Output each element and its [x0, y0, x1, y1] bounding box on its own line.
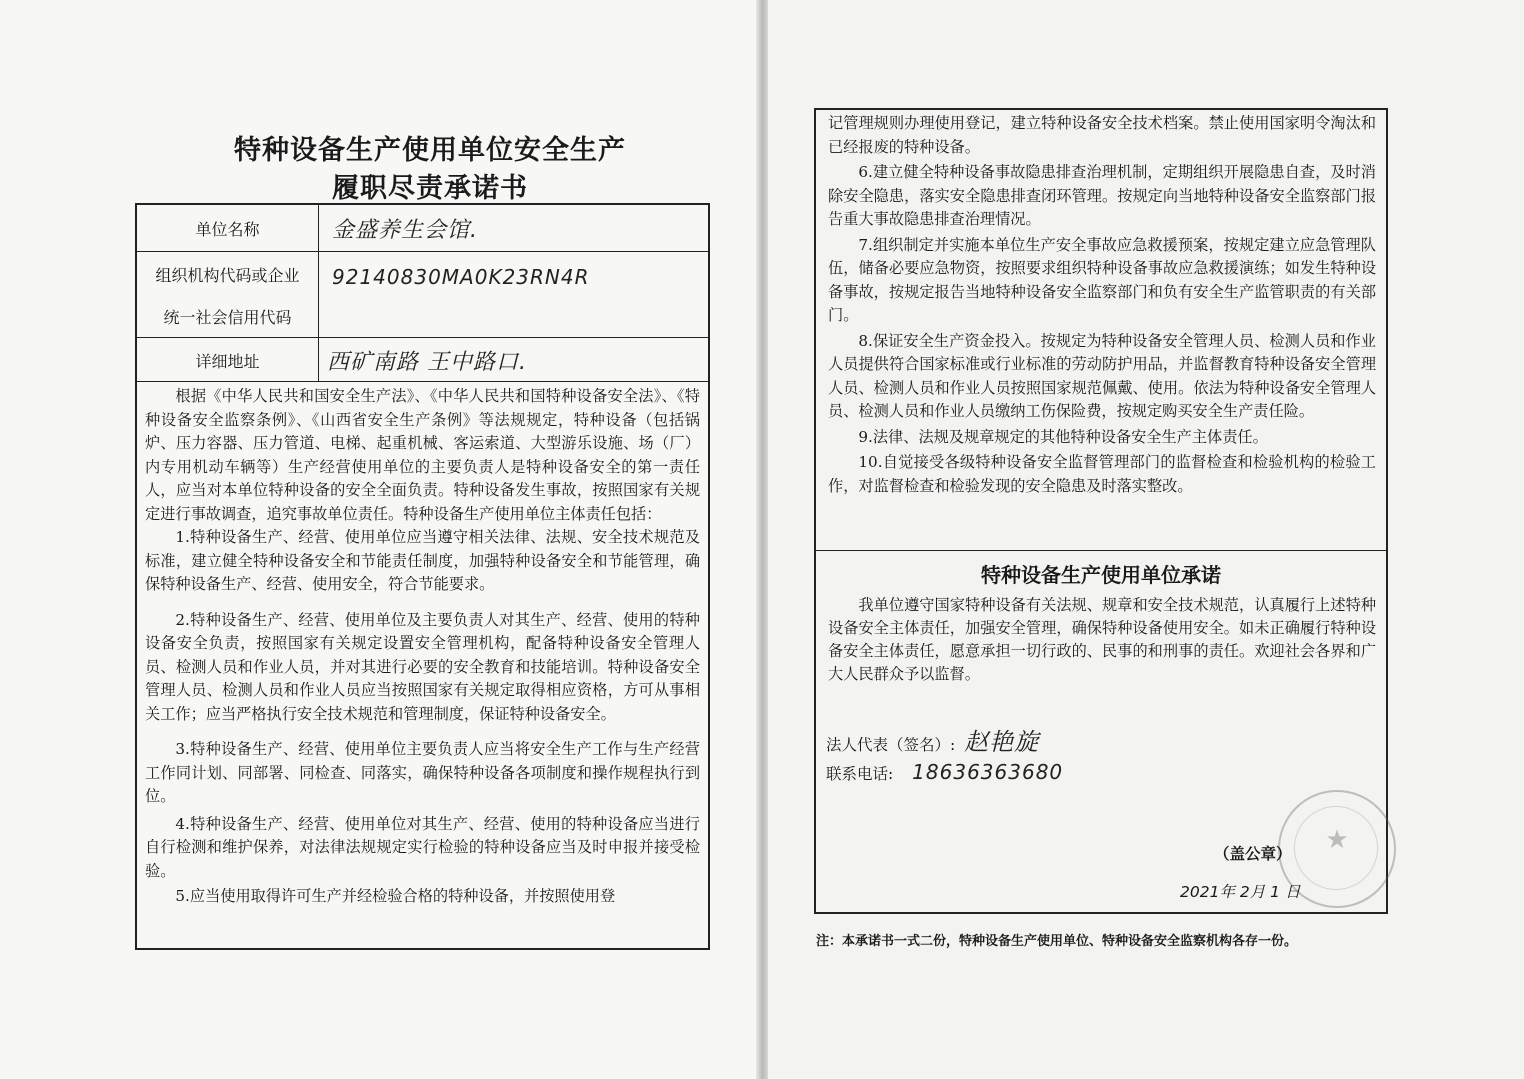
- unit-name-row: [137, 205, 708, 252]
- pledge-title: 特种设备生产使用单位承诺: [981, 563, 1221, 587]
- org-code-row: [137, 251, 708, 338]
- address-value: 西矿南路 王中路口.: [327, 350, 527, 375]
- clause-2: 2.特种设备生产、经营、使用单位及主要负责人对其生产、经营、使用的特种设备安全负责，按照国家有关规定设置安全管理机构，配备特种设备安全管理人员、检测人员和作业人员，并对其进行必要的安全教育和技能培训。特种设备安全管理人员、检测人员和作业人员应当按照国家有关规定取得相应资格，方可从事相关工作；应当严格执行安全技术规范和管理制度，保证特种设备安全。: [145, 610, 700, 723]
- clause-9: 9.法律、法规及规章规定的其他特种设备安全生产主体责任。: [858, 427, 1268, 446]
- phone-label: 联系电话:: [826, 765, 894, 783]
- footnote: 注：本承诺书一式二份，特种设备生产使用单位、特种设备安全监察机构各存一份。: [816, 934, 1298, 949]
- phone-value: 18636363680: [912, 760, 1064, 784]
- unit-name-label-cell: [137, 205, 319, 251]
- clause-10: 10.自觉接受各级特种设备安全监督管理部门的监督检查和检验机构的检验工作，对监督检查和检验发现的安全隐患及时落实整改。: [828, 453, 1376, 495]
- clause-4: 4.特种设备生产、经营、使用单位对其生产、经营、使用的特种设备应当进行自行检测和维护保养，对法律法规规定实行检验的特种设备应当及时申报并接受检验。: [145, 814, 700, 880]
- signing-date: 2021年 2月 1 日: [1180, 883, 1301, 901]
- clause-1: 1.特种设备生产、经营、使用单位应当遵守相关法律、法规、安全技术规范及标准，建立健全特种设备安全和节能责任制度，加强特种设备安全和节能管理，确保特种设备生产、经营、使用安全，符合节能要求。: [145, 528, 700, 593]
- continued-clauses: [828, 112, 1376, 498]
- clause-5-continued: 记管理规则办理使用登记，建立特种设备安全技术档案。禁止使用国家明令淘汰和已经报废的特种设备。: [828, 114, 1376, 156]
- representative-label: 法人代表（签名）:: [826, 736, 956, 754]
- clause-7: 7.组织制定并实施本单位生产安全事故应急救援预案，按规定建立应急管理队伍，储备必要应急物资，按照要求组织特种设备事故应急救援演练；如发生特种设备事故，按规定报告当地特种设备安全监察部门和负有安全生产监管职责的有关部门。: [828, 235, 1376, 324]
- address-row: [137, 337, 708, 382]
- address-label: 详细地址: [195, 352, 260, 371]
- pledge-text: 我单位遵守国家特种设备有关法规、规章和安全技术规范，认真履行上述特种设备安全主体责任，加强安全管理，确保特种设备使用安全。如未正确履行特种设备安全主体责任，愿意承担一切行政的、民事的和刑事的责任。欢迎社会各界和广大人民群众予以监督。: [828, 596, 1376, 683]
- clause-3: 3.特种设备生产、经营、使用单位主要负责人应当将安全生产工作与生产经营工作同计划、同部署、同检查、同落实，确保特种设备各项制度和操作规程执行到位。: [145, 740, 700, 805]
- representative-signature: 赵艳旋: [964, 728, 1040, 756]
- section-divider: [816, 550, 1386, 551]
- org-code-label-1: 组织机构代码或企业: [155, 266, 300, 285]
- unit-name-value: 金盛养生会馆.: [332, 218, 478, 243]
- unit-name-label: 单位名称: [195, 220, 260, 239]
- document-title-line-1: 特种设备生产使用单位安全生产: [234, 135, 626, 166]
- intro-paragraph: 根据《中华人民共和国安全生产法》、《中华人民共和国特种设备安全法》、《特种设备安全监察条例》、《山西省安全生产条例》等法规规定，特种设备（包括锅炉、压力容器、压力管道、电梯、起重机械、客运索道、大型游乐设施、场（厂）内专用机动车辆等）生产经营使用单位的主要负责人是特种设备安全的第一责任人，应当对本单位特种设备的安全全面负责。特种设备发生事故，按照国家有关规定进行事故调查，追究事故单位责任。特种设备生产使用单位主体责任包括：: [145, 387, 700, 523]
- continuation-table: [814, 108, 1388, 914]
- org-code-label-2: 统一社会信用代码: [163, 308, 292, 327]
- right-page: [768, 0, 1524, 1079]
- responsibilities-text: [145, 385, 700, 909]
- org-code-label-cell: [137, 251, 319, 337]
- org-code-value: 92140830MA0K23RN4R: [332, 265, 590, 289]
- representative-line: [826, 722, 1039, 757]
- seal-label: （盖公章）: [1214, 844, 1292, 863]
- clause-8: 8.保证安全生产资金投入。按规定为特种设备安全管理人员、检测人员和作业人员提供符合国家标准或行业标准的劳动防护用品，并监督教育特种设备安全管理人员、检测人员和作业人员按照国家规范佩戴、使用。依法为特种设备安全管理人员、检测人员和作业人员缴纳工伤保险费，按规定购买安全生产责任险。: [828, 331, 1376, 420]
- pledge-text-block: [828, 594, 1376, 686]
- clause-6: 6.建立健全特种设备事故隐患排查治理机制，定期组织开展隐患自查，及时消除安全隐患，落实安全隐患排查闭环管理。按规定向当地特种设备安全监察部门报告重大事故隐患排查治理情况。: [828, 163, 1376, 228]
- seal-star-icon: ★: [1325, 825, 1349, 855]
- clause-5-start: 5.应当使用取得许可生产并经检验合格的特种设备，并按照使用登: [175, 887, 616, 905]
- info-table: [135, 203, 710, 950]
- phone-line: [826, 760, 1063, 784]
- document-title-line-2: 履职尽责承诺书: [332, 173, 528, 204]
- left-page: [0, 0, 760, 1079]
- address-label-cell: [137, 337, 319, 381]
